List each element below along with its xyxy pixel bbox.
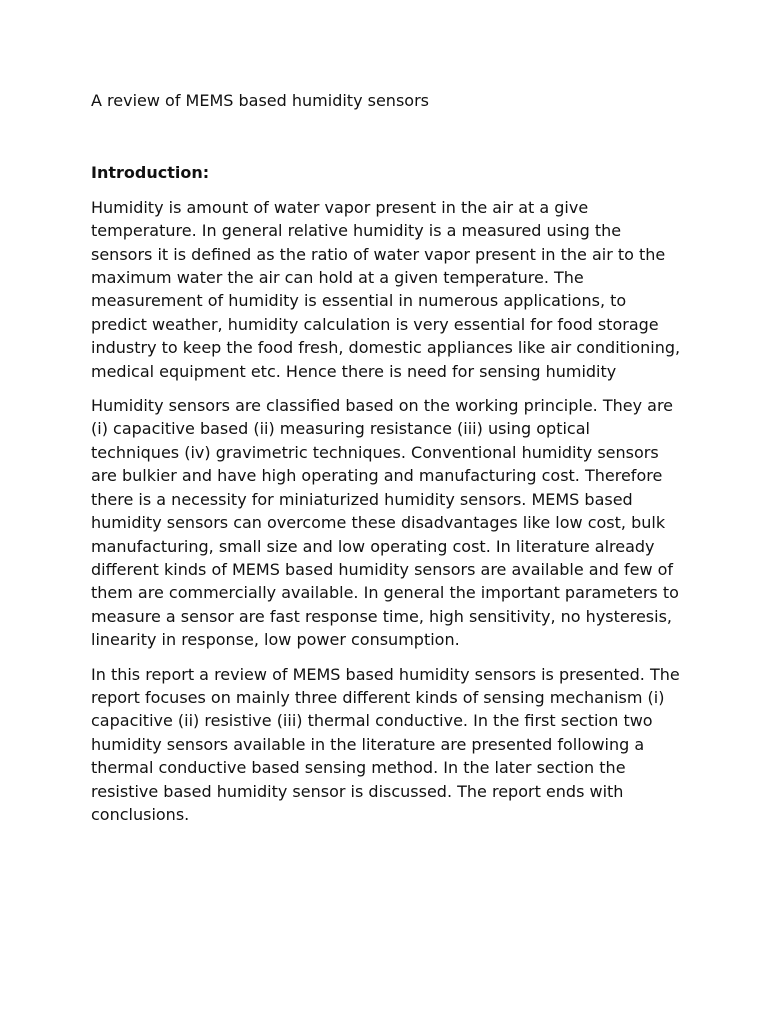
section-heading-introduction: Introduction: [91, 163, 210, 183]
document-body [91, 89, 681, 826]
paragraph-humidity-definition: Humidity is amount of water vapor present in the air at a give temperature. In general relative humidity is a measured using the sensors it is defined as the ratio of water vapor present in the air to the maximum water the air can hold at a given temperature. The measurement of humidity is essential in numerous applications, to predict weather, humidity calculation is very essential for food storage industry to keep the food fresh, domestic appliances like air conditioning, medical equipment etc. Hence there is need for sensing humidity [91, 197, 681, 381]
document-title: A review of MEMS based humidity sensors [91, 91, 429, 110]
paragraph-sensor-classification: Humidity sensors are classified based on the working principle. They are (i) capacitive based (ii) measuring resistance (iii) using optical techniques (iv) gravimetric techniques. Conventional humidity sensors are bulkier and have high operating and manufacturing cost. Therefore there is a necessity for miniaturized humidity sensors. MEMS based humidity sensors can overcome these disadvantages like low cost, bulk manufacturing, small size and low operating cost. In literature already different kinds of MEMS based humidity sensors are available and few of them are commercially available. In general the important parameters to measure a sensor are fast response time, high sensitivity, no hysteresis, linearity in response, low power consumption. [91, 396, 679, 650]
paragraph-report-overview: In this report a review of MEMS based humidity sensors is presented. The report focuses on mainly three different kinds of sensing mechanism (i) capacitive (ii) resistive (iii) thermal conductive. In the first section two humidity sensors available in the literature are presented following a thermal conductive based sensing method. In the later section the resistive based humidity sensor is discussed. The report ends with conclusions. [91, 664, 680, 824]
